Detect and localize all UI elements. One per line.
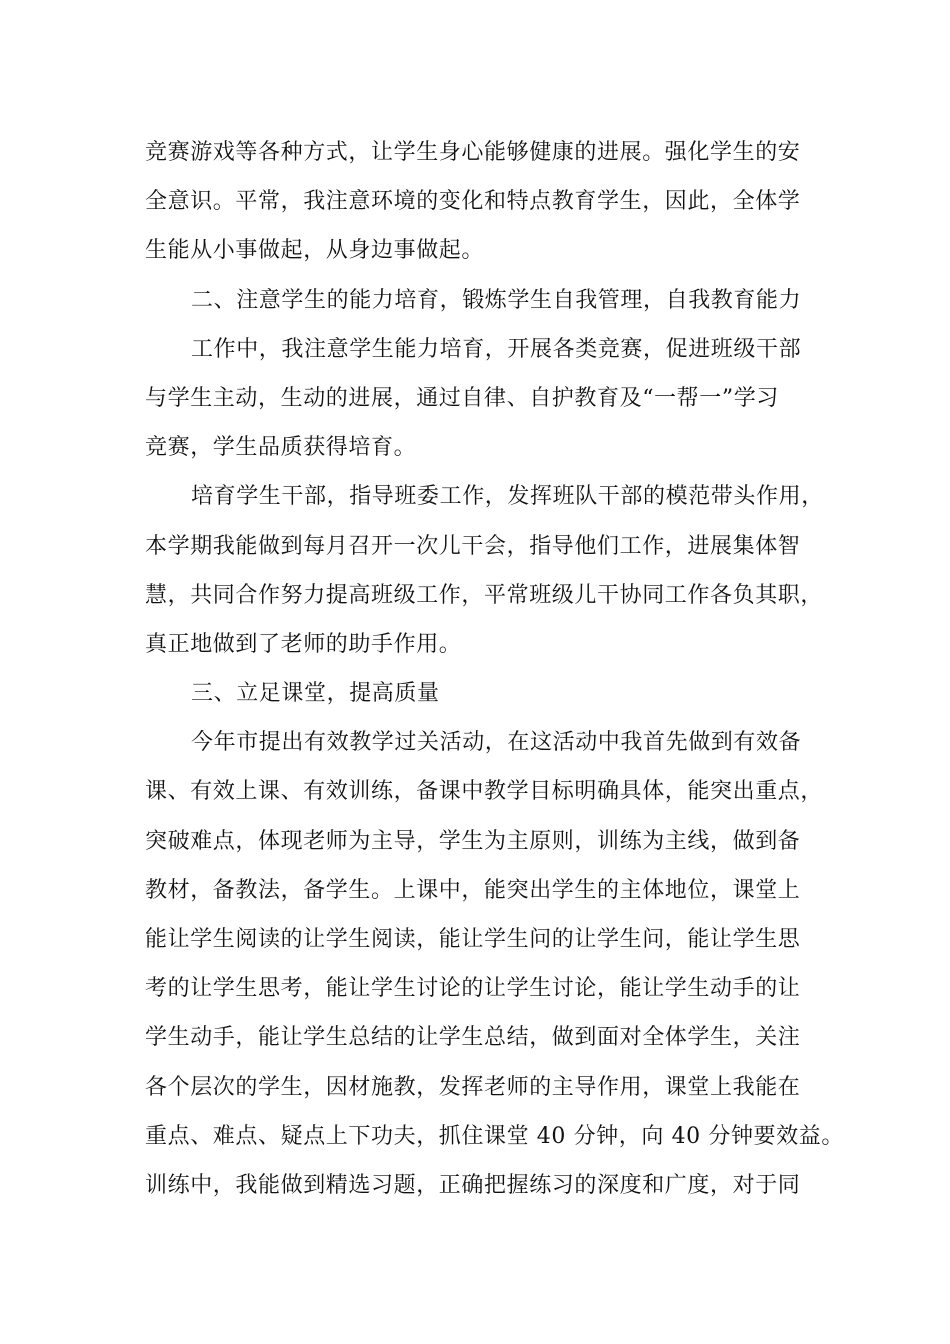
- text-line: 培育学生干部，指导班委工作，发挥班队干部的模范带头作用，: [191, 484, 824, 510]
- text-line: 二、注意学生的能力培育，锻炼学生自我管理，自我教育能力: [191, 287, 802, 313]
- text-line: 今年市提出有效教学过关活动，在这活动中我首先做到有效备: [191, 730, 802, 756]
- text-line: 与学生主动，生动的进展，通过自律、自护教育及“一帮一”学习: [145, 385, 779, 411]
- text-line: 各个层次的学生，因材施教，发挥老师的主导作用，课堂上我能在: [145, 1074, 801, 1100]
- text-line: 能让学生阅读的让学生阅读，能让学生问的让学生问，能让学生思: [145, 927, 801, 952]
- text-line: 慧，共同合作努力提高班级工作，平常班级儿干协同工作各负其职，: [145, 582, 824, 608]
- text-line: 工作中，我注意学生能力培育，开展各类竞赛，促进班级干部: [191, 336, 802, 362]
- text-line: 三、立足课堂，提高质量: [191, 681, 440, 707]
- text-line: 本学期我能做到每月召开一次儿干会，指导他们工作，进展集体智: [145, 533, 801, 559]
- text-line: 学生动手，能让学生总结的让学生总结，做到面对全体学生，关注: [145, 1025, 801, 1051]
- text-line: 真正地做到了老师的助手作用。: [145, 631, 462, 657]
- text-line: 教材，备教法，备学生。上课中，能突出学生的主体地位，课堂上: [145, 877, 801, 903]
- text-line: 生能从小事做起，从身边事做起。: [145, 238, 485, 264]
- text-line: 课、有效上课、有效训练，备课中教学目标明确具体，能突出重点，: [145, 779, 824, 805]
- body-text: [145, 128, 844, 1210]
- text-line: 全意识。平常，我注意环境的变化和特点教育学生，因此，全体学: [145, 189, 801, 215]
- text-line: 突破难点，体现老师为主导，学生为主原则，训练为主线，做到备: [145, 828, 801, 854]
- text-line: 竞赛游戏等各种方式，让学生身心能够健康的进展。强化学生的安: [145, 140, 801, 165]
- text-line: 重点、难点、疑点上下功夫，抓住课堂 40 分钟，向 40 分钟要效益。: [145, 1123, 844, 1149]
- text-line: 竞赛，学生品质获得培育。: [145, 435, 417, 461]
- text-line: 考的让学生思考，能让学生讨论的让学生讨论，能让学生动手的让: [145, 976, 801, 1002]
- text-line: 训练中，我能做到精选习题，正确把握练习的深度和广度，对于同: [145, 1172, 801, 1198]
